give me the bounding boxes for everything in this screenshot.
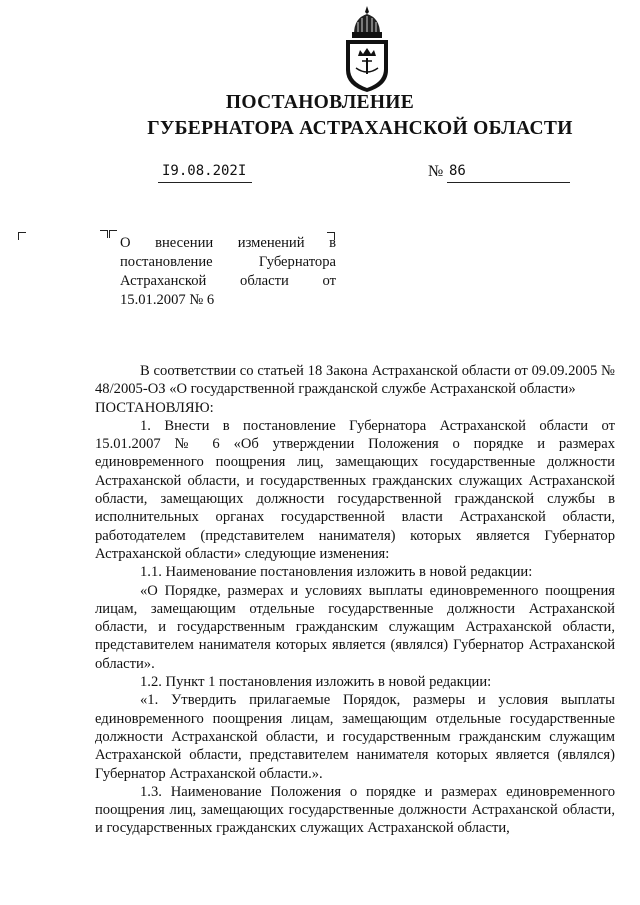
- paragraph-1-1-text: «О Порядке, размерах и условиях выплаты единовременного поощрения лицам, замещающим отдельные государственные должности Астраханской области, и государственным гражданским служащим Астраханской области, представителем нанимателя которых является (являлся) Губернатор Астраханской области».: [95, 582, 615, 672]
- document-issuer: ГУБЕРНАТОРА АСТРАХАНСКОЙ ОБЛАСТИ: [147, 118, 573, 139]
- decree-subject: О внесении изменений в постановление Губернатора Астраханской области от 15.01.2007 № 6: [120, 235, 336, 308]
- corner-mark-subject-left: [100, 230, 108, 238]
- paragraph-1-3: 1.3. Наименование Положения о порядке и размерах единовременного поощрения лиц, замещающих государственные должности Астраханской области, и государственных гражданских служащих Астраханской области,: [95, 783, 615, 837]
- paragraph-1-2-text: «1. Утвердить прилагаемые Порядок, размеры и условия выплаты единовременного поощрения лицам, замещающим отдельные государственные должности Астраханской области, и государственным гражданским служащим Астраханской области, представителем нанимателя которых является (являлся) Губернатор Астраханской области.».: [95, 692, 615, 782]
- document-title: ПОСТАНОВЛЕНИЕ: [225, 92, 415, 113]
- paragraph-1-2: 1.2. Пункт 1 постановления изложить в новой редакции:: [140, 674, 492, 691]
- corner-mark-subject-left-2: [109, 230, 117, 238]
- paragraph-1: 1. Внести в постановление Губернатора Астраханской области от 15.01.2007 № 6 «Об утверждении Положения о порядке и размерах единовременного поощрения лиц, замещающих государственные должности Астраханской области, и государственных гражданских служащих Астраханской области, замещающих должности государственной гражданской службы в исполнительных органах государственной власти Астраханской области, работодателем (представителем нанимателя) которых является Губернатор Астраханской области» следующие изменения:: [95, 417, 615, 562]
- decree-date: I9.08.202I: [162, 163, 247, 179]
- number-label: №: [428, 163, 444, 180]
- corner-mark-left: [18, 232, 26, 240]
- astrakhan-coat-of-arms-icon: [336, 4, 398, 94]
- decree-number: 86: [449, 163, 466, 179]
- paragraph-1-1: 1.1. Наименование постановления изложить в новой редакции:: [140, 564, 533, 581]
- preamble-paragraph: В соответствии со статьей 18 Закона Астраханской области от 09.09.2005 № 48/2005-ОЗ «О государственной гражданской службе Астраханской области»: [95, 363, 615, 398]
- decree-word: ПОСТАНОВЛЯЮ:: [95, 399, 214, 416]
- number-underline: [447, 182, 570, 183]
- date-underline: [158, 182, 252, 183]
- decree-body: [95, 362, 615, 838]
